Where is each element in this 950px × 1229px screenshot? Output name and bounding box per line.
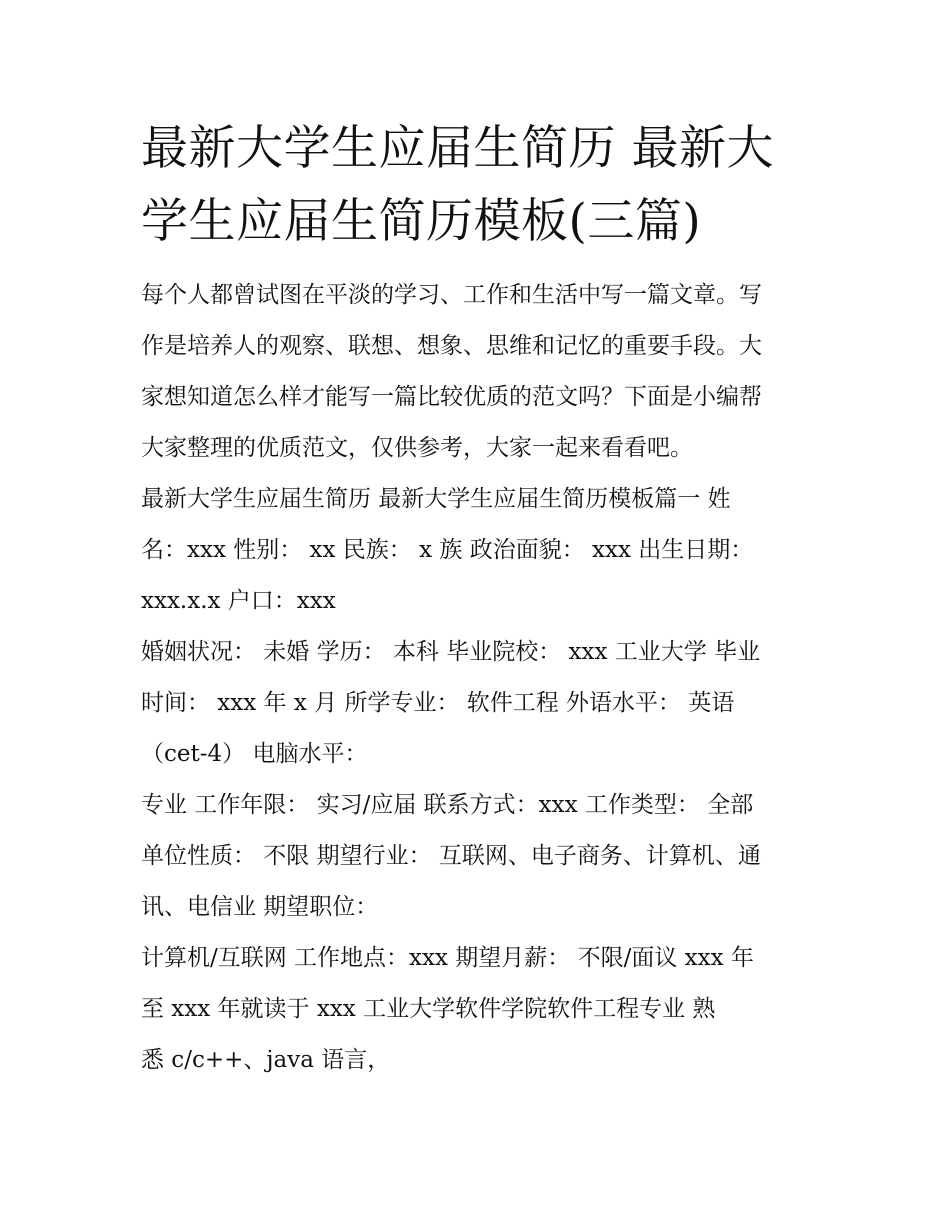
text-line: xxx.x.x 户口：xxx xyxy=(141,588,336,614)
personal-info-paragraph xyxy=(141,474,816,627)
text-line: 婚姻状况： 未婚 学历： 本科 毕业院校： xxx 工业大学 毕业 xyxy=(141,639,761,665)
title-line: 最新大学生应届生简历 最新大 xyxy=(141,121,774,176)
text-line: 每个人都曾试图在平淡的学习、工作和生活中写一篇文章。写 xyxy=(141,282,762,308)
text-line: 讯、电信业 期望职位： xyxy=(141,894,379,920)
text-line: 家想知道怎么样才能写一篇比较优质的范文吗？下面是小编帮 xyxy=(141,384,762,410)
text-line: 至 xxx 年就读于 xxx 工业大学软件学院软件工程专业 熟 xyxy=(141,996,716,1022)
text-line: 名：xxx 性别： xx 民族： x 族 政治面貌： xxx 出生日期： xyxy=(141,537,754,563)
text-line: （cet-4） 电脑水平： xyxy=(141,741,368,767)
text-line: 单位性质： 不限 期望行业： 互联网、电子商务、计算机、通 xyxy=(141,843,761,869)
text-line: 计算机/互联网 工作地点：xxx 期望月薪： 不限/面议 xxx 年 xyxy=(141,945,754,971)
text-line: 悉 c/c++、java 语言， xyxy=(141,1047,391,1073)
document-title xyxy=(141,112,816,258)
document-body xyxy=(141,270,816,1086)
text-line: 作是培养人的观察、联想、想象、思维和记忆的重要手段。大 xyxy=(141,333,762,359)
education-paragraph xyxy=(141,627,816,780)
text-line: 时间： xxx 年 x 月 所学专业： 软件工程 外语水平： 英语 xyxy=(141,690,735,716)
document-content xyxy=(141,112,816,1086)
title-line: 学生应届生简历模板(三篇) xyxy=(141,194,702,249)
text-line: 专业 工作年限： 实习/应届 联系方式：xxx 工作类型： 全部 xyxy=(141,792,754,818)
job-intent-paragraph xyxy=(141,780,816,933)
experience-paragraph xyxy=(141,933,816,1086)
text-line: 大家整理的优质范文，仅供参考，大家一起来看看吧。 xyxy=(141,435,693,461)
text-line: 最新大学生应届生简历 最新大学生应届生简历模板篇一 姓 xyxy=(141,486,731,512)
intro-paragraph xyxy=(141,270,816,474)
